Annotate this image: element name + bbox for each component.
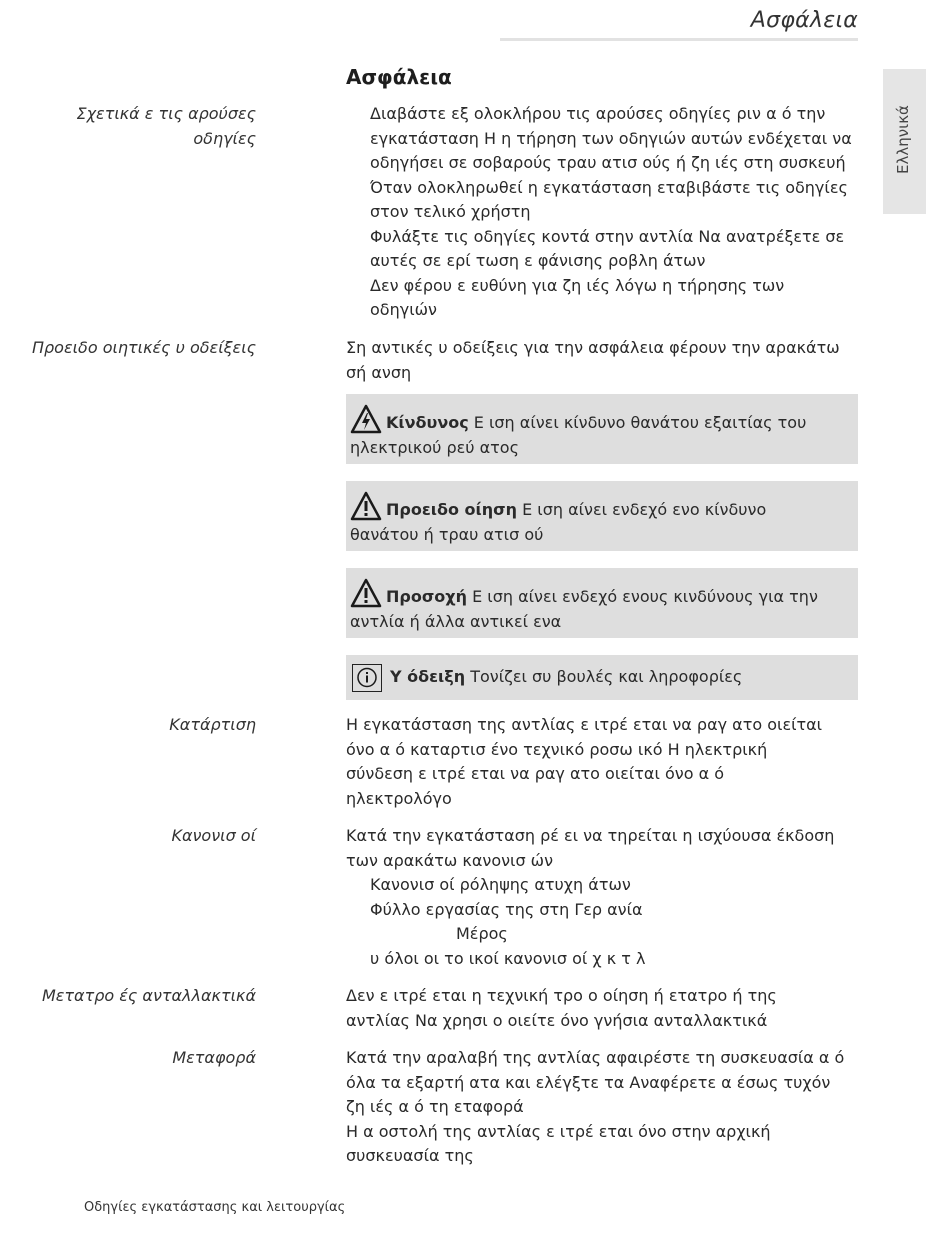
list-item: Μέρος (456, 924, 508, 943)
box-text: Ε ιση αίνει κίνδυνο θανάτου εξαιτίας του (468, 413, 807, 432)
list-item: Κανονισ οί ρόληψης ατυχη άτων (370, 875, 631, 894)
section-title: Ασφάλεια (346, 65, 452, 89)
text-line: σύνδεση ε ιτρέ εται να ραγ ατο οιείται όνο α ό (346, 764, 724, 783)
caution-box (346, 568, 858, 638)
info-icon (352, 664, 382, 692)
text-line: Κατά την εγκατάσταση ρέ ει να τηρείται η ισχύουσα έκδοση (346, 826, 835, 845)
section-body (346, 984, 858, 1033)
warning-box (346, 481, 858, 551)
text-line: Δεν ε ιτρέ εται η τεχνική τρο ο οίηση ή ετατρο ή της (346, 986, 777, 1005)
list-item: υ όλοι οι το ικοί κανονισ οί χ κ τ λ (370, 948, 646, 968)
text-line: Η εγκατάσταση της αντλίας ε ιτρέ εται να ραγ ατο οιείται (346, 715, 823, 734)
page-footer: Οδηγίες εγκατάστασης και λειτουργίας (84, 1200, 346, 1215)
high-voltage-warning-icon (350, 404, 382, 434)
box-text: ηλεκτρικού ρεύ ατος (350, 437, 519, 457)
text-line: αντλίας Να χρησι ο οιείτε όνο γνήσια ανταλλακτικά (346, 1010, 768, 1030)
box-text: Τονίζει συ βουλές και ληροφορίες (465, 667, 743, 686)
text-line: αυτές σε ερί τωση ε φάνισης ροβλη άτων (370, 251, 706, 270)
section-label: Προειδο οιητικές υ οδείξεις (31, 338, 256, 357)
box-text: αντλία ή άλλα αντικεί ενα (350, 611, 562, 631)
box-text: Ε ιση αίνει ενδεχό ενο κίνδυνο (517, 500, 767, 519)
box-title: Κίνδυνος (386, 413, 469, 432)
note-box (346, 655, 858, 700)
text-line: Φυλάξτε τις οδηγίες κοντά στην αντλία Να ανατρέξετε σε (370, 226, 845, 246)
text-line: ηλεκτρολόγο (346, 788, 452, 808)
language-tab (883, 69, 926, 214)
language-tab-label: Ελληνικά (894, 105, 912, 174)
text-line: ζη ιές α ό τη εταφορά (346, 1097, 524, 1116)
text-line: οδηγιών (370, 300, 437, 319)
box-title: Υ όδειξη (390, 667, 466, 686)
section-body (346, 102, 882, 323)
danger-box (346, 394, 858, 464)
exclamation-warning-icon (350, 491, 382, 521)
header-rule (500, 38, 858, 41)
box-title: Προειδο οίηση (386, 500, 517, 519)
text-line: Η α οστολή της αντλίας ε ιτρέ εται όνο στην αρχική (346, 1121, 771, 1141)
running-header-title: Ασφάλεια (750, 8, 858, 33)
text-line: οδηγήσει σε σοβαρούς τραυ ατισ ούς ή ζη ιές στη συσκευή (370, 153, 846, 172)
text-line: συσκευασία της (346, 1146, 474, 1165)
section-label: Κανονισ οί (171, 826, 256, 845)
box-text: Ε ιση αίνει ενδεχό ενους κινδύνους για την (467, 587, 818, 606)
section-label: Μεταφορά (172, 1048, 256, 1067)
box-text: θανάτου ή τραυ ατισ ού (350, 524, 544, 544)
text-line: των αρακάτω κανονισ ών (346, 850, 554, 870)
text-line: όνο α ό καταρτισ ένο τεχνικό ροσω ικό Η ηλεκτρική (346, 739, 768, 759)
text-line: εγκατάσταση Η η τήρηση των οδηγιών αυτών ενδέχεται να (370, 128, 852, 148)
section-body (346, 1046, 858, 1169)
exclamation-warning-icon (350, 578, 382, 608)
text-line: Όταν ολοκληρωθεί η εγκατάσταση εταβιβάστε τις οδηγίες (370, 177, 848, 197)
text-line: στον τελικό χρήστη (370, 202, 531, 221)
text-line: Διαβάστε εξ ολοκλήρου τις αρούσες οδηγίες ριν α ό την (370, 104, 826, 123)
box-title: Προσοχή (386, 587, 467, 606)
text-line: Κατά την αραλαβή της αντλίας αφαιρέστε τη συσκευασία α ό (346, 1048, 845, 1067)
section-label: Μετατρο ές ανταλλακτικά (41, 986, 256, 1005)
text-line: Ση αντικές υ οδείξεις για την ασφάλεια φέρουν την αρακάτω (346, 338, 840, 357)
section-label: Κατάρτιση (169, 715, 256, 734)
text-line: Δεν φέρου ε ευθύνη για ζη ιές λόγω η τήρησης των (370, 275, 785, 295)
list-item: Φύλλο εργασίας της στη Γερ ανία (370, 899, 643, 919)
section-body (346, 336, 858, 385)
section-body (346, 713, 858, 811)
section-body (346, 824, 858, 971)
text-line: όλα τα εξαρτή ατα και ελέγξτε τα Αναφέρετε α έσως τυχόν (346, 1072, 831, 1092)
text-line: σή ανση (346, 362, 412, 382)
section-label: Σχετικά ε τις αρούσες οδηγίες (76, 104, 256, 148)
